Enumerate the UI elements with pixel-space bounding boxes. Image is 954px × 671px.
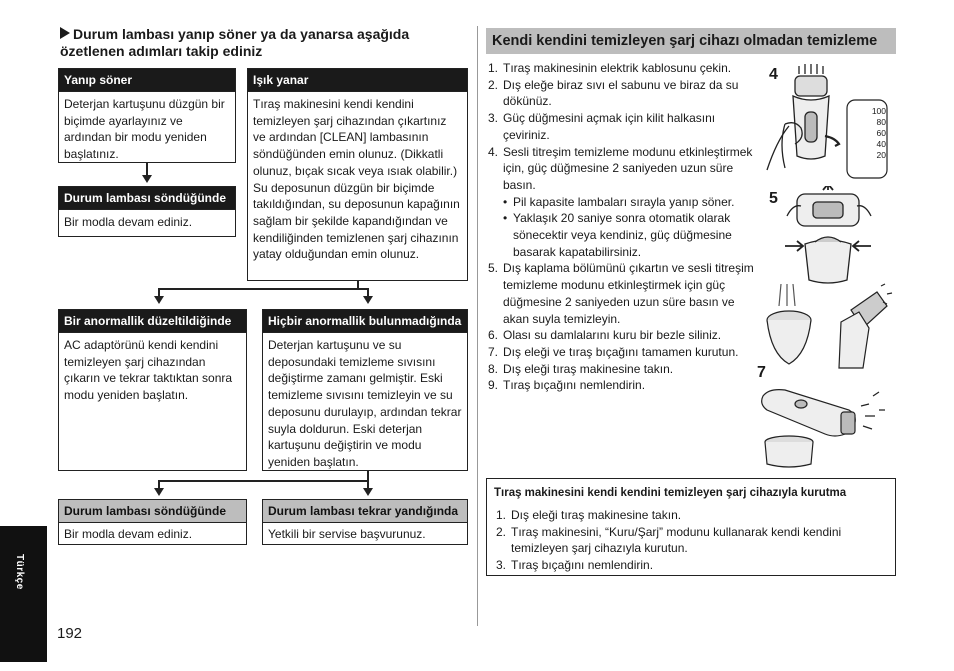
step-text: Sesli titreşim temizleme modunu etkinleştirmek için, güç düğmesine 2 saniyeden uzun süre basın. [503, 144, 753, 192]
flow-box-title: Durum lambası söndüğünde [59, 500, 246, 522]
step-text: Tıraş makinesinin elektrik kablosunu çekin. [503, 61, 732, 75]
flow-box-body: Bir modla devam ediniz. [59, 522, 246, 545]
triangle-bullet-icon [60, 27, 70, 39]
cleaning-steps-list [486, 60, 756, 394]
step-text: Dış kaplama bölümünü çıkartın ve sesli titreşim temizleme modunu etkinleştirmek için güç düğmesine 2 saniyeden uzun süre basın ve akan suyla temizleyin. [503, 261, 754, 326]
drying-step-item [494, 524, 888, 557]
drying-steps-list [487, 507, 895, 574]
step-text: Dış eleği tıraş makinesine takın. [511, 508, 682, 522]
flow-connector [158, 480, 160, 488]
step-item [486, 377, 756, 394]
battery-level-label: 40 [876, 139, 886, 149]
flow-box-relit [262, 499, 468, 545]
step-text: Güç düğmesini açmak için kilit halkasını çeviriniz. [503, 111, 716, 142]
flow-box-blink [58, 68, 236, 163]
step-number: 9. [488, 378, 499, 393]
step-text: Pil kapasite lambaları sırayla yanıp söner. [513, 194, 735, 209]
flow-box-title: Bir anormallik düzeltildiğinde [59, 310, 246, 332]
step-text: Olası su damlalarını kuru bir bezle siliniz. [503, 328, 722, 343]
step-text: Tıraş bıçağını nemlendirin. [511, 558, 654, 573]
battery-level-label: 20 [876, 150, 886, 160]
flow-box-off-1 [58, 186, 236, 237]
flow-connector [146, 163, 148, 175]
arrow-down-icon [363, 296, 373, 304]
step-number: 8. [488, 361, 499, 376]
flow-box-fixed [58, 309, 247, 471]
step-number: 1. [496, 508, 507, 522]
step-text: Dış eleği ve tıraş bıçağını tamamen kurutun. [503, 344, 739, 359]
intro-heading: Durum lambası yanıp söner ya da yanarsa aşağıda özetlenen adımları takip ediniz [60, 26, 410, 59]
step-number: 2. [488, 77, 499, 92]
step-item [486, 210, 756, 260]
step-number: 3. [488, 111, 499, 126]
flow-box-off-2 [58, 499, 247, 545]
flow-connector [367, 471, 369, 480]
flow-box-lit [247, 68, 468, 281]
step-item [486, 344, 756, 361]
illustration-area [755, 60, 900, 470]
flow-box-title: Durum lambası söndüğünde [59, 187, 235, 209]
step-number: 2. [496, 524, 507, 539]
drying-box [486, 478, 896, 576]
step-item [486, 144, 756, 194]
step-item [486, 260, 756, 327]
drying-title: Tıraş makinesini kendi kendini temizleyen şarj cihazıyla kurutma [494, 487, 847, 499]
flow-connector [367, 288, 369, 296]
flow-box-title: Işık yanar [248, 69, 467, 91]
section-title: Kendi kendini temizleyen şarj cihazı olmadan temizleme [486, 28, 896, 54]
step-number: • [503, 211, 508, 226]
flow-connector [158, 288, 368, 290]
flow-box-none [262, 309, 468, 471]
language-label: Türkçe [14, 554, 25, 590]
flow-box-title: Durum lambası tekrar yandığında [263, 500, 467, 522]
arrow-down-icon [154, 488, 164, 496]
figure-number-4: 4 [769, 66, 778, 83]
flow-connector [367, 480, 369, 488]
flow-box-body: Tıraş makinesini kendi kendini temizleyen şarj cihazından çıkartınız ve ardından [CLEAN] lambasının söndüğünden emin olunuz. (Dikkatli olunuz, bıçak sıcak veya ısıak olabilir.) Su deposunun düzgün bir biçimde takıldığından, su deposunun kapağının sağlam bir şekilde kapandığından ve kendiliğinden temizlenen şarj cihazının yatay olduğundan emin olunuz. [248, 91, 467, 265]
drying-shaver-icon [755, 382, 900, 472]
step-item [486, 110, 756, 143]
flow-box-body: Deterjan kartuşunu ve su deposundaki temizleme sıvısını değiştirme zamanı gelmiştir. Eski temizleme sıvısını temizleyin ve su deposunu durulayıp, ardından tekrar suyla doldurun. Eski deterjan kartuşunu değiştirin ve modu yeniden başlatın. [263, 332, 467, 473]
step-text: Dış eleğe biraz sıvı el sabunu ve biraz da su dökünüz. [503, 77, 739, 109]
step-number: 4. [488, 144, 499, 159]
flow-box-body: Deterjan kartuşunu düzgün bir biçimde ayarlayınız ve ardından bir modu yeniden başlatınız. [59, 91, 235, 165]
step-item [486, 77, 756, 110]
shaver-frame-removal-icon [775, 186, 895, 286]
step-text: Yaklaşık 20 saniye sonra otomatik olarak sönecektir veya kendiniz, güç düğmesine basarak kapatabilirsiniz. [513, 211, 732, 259]
figure-number-5: 5 [769, 190, 778, 207]
step-text: Tıraş bıçağını nemlendirin. [503, 378, 646, 393]
flow-box-title: Hiçbir anormallik bulunmadığında [263, 310, 467, 332]
step-number: • [503, 194, 508, 209]
step-number: 5. [488, 261, 499, 276]
drying-step-item [494, 557, 888, 574]
step-number: 1. [488, 61, 499, 75]
rinsing-shaver-icon [755, 282, 900, 372]
page-number: 192 [57, 625, 83, 642]
arrow-down-icon [363, 488, 373, 496]
flow-box-body: AC adaptörünü kendi kendini temizleyen şarj cihazından çıkarın ve tekrar taktıktan sonra modu yeniden başlatın. [59, 332, 246, 406]
step-item [486, 60, 756, 77]
step-text: Tıraş makinesini, “Kuru/Şarj” modunu kullanarak kendi kendini temizleyen şarj cihazıyla kurutun. [511, 524, 842, 556]
step-text: Dış eleği tıraş makinesine takın. [503, 361, 674, 376]
drying-step-item [494, 507, 888, 524]
flow-connector [158, 480, 368, 482]
arrow-down-icon [154, 296, 164, 304]
battery-level-label: 100 [871, 106, 886, 116]
flow-box-title: Yanıp söner [59, 69, 235, 91]
arrow-down-icon [142, 175, 152, 183]
flow-connector [158, 288, 160, 296]
step-item [486, 327, 756, 344]
battery-level-indicator [852, 106, 886, 161]
step-number: 3. [496, 558, 507, 573]
step-number: 6. [488, 328, 499, 343]
language-tab [0, 526, 47, 662]
battery-level-label: 80 [876, 117, 886, 127]
flow-box-body: Yetkili bir servise başvurunuz. [263, 522, 467, 545]
step-number: 7. [488, 344, 499, 359]
step-item [486, 361, 756, 378]
flow-box-body: Bir modla devam ediniz. [59, 209, 235, 233]
battery-level-label: 60 [876, 128, 886, 138]
figure-number-7: 7 [757, 364, 766, 381]
column-divider [477, 26, 478, 626]
step-item [486, 194, 756, 211]
